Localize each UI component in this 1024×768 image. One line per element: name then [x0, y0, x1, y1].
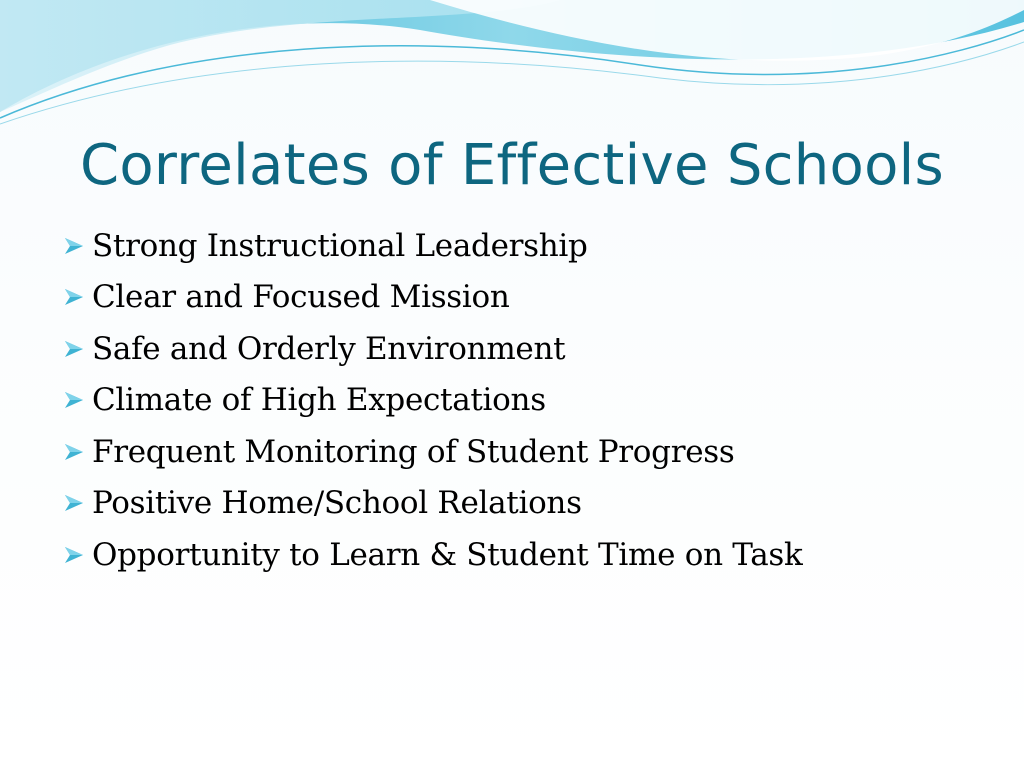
slide-title: Correlates of Effective Schools [79, 133, 945, 198]
bullet-item [62, 529, 803, 581]
bullet-item [62, 375, 803, 427]
bullet-item [62, 323, 803, 375]
arrowhead-bullet-icon [62, 236, 86, 256]
arrowhead-bullet-icon [62, 493, 86, 513]
bullet-text: Strong Instructional Leadership [92, 227, 588, 264]
bullet-item [62, 478, 803, 530]
bullet-list [62, 220, 803, 581]
decorative-wave-header [0, 0, 1024, 130]
arrowhead-bullet-icon [62, 339, 86, 359]
bullet-text: Frequent Monitoring of Student Progress [92, 433, 735, 470]
bullet-text: Opportunity to Learn & Student Time on Task [92, 536, 803, 573]
arrowhead-bullet-icon [62, 390, 86, 410]
arrowhead-bullet-icon [62, 287, 86, 307]
bullet-text: Positive Home/School Relations [92, 485, 582, 522]
bullet-item [62, 426, 803, 478]
bullet-text: Clear and Focused Mission [92, 279, 510, 316]
bullet-text: Climate of High Expectations [92, 382, 546, 419]
arrowhead-bullet-icon [62, 545, 86, 565]
arrowhead-bullet-icon [62, 442, 86, 462]
bullet-item [62, 220, 803, 272]
bullet-item [62, 272, 803, 324]
bullet-text: Safe and Orderly Environment [92, 330, 566, 367]
